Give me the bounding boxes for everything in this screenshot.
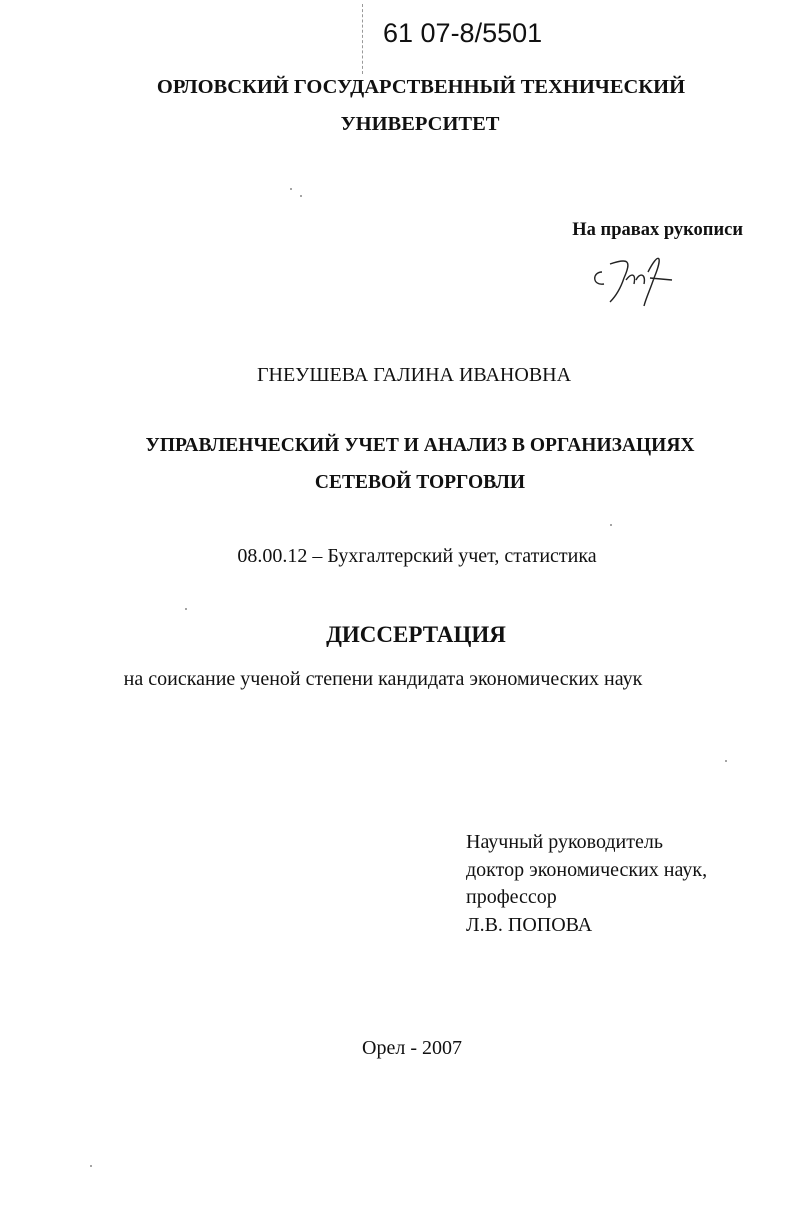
scan-speck [725,760,727,762]
university-name-line2: УНИВЕРСИТЕТ [340,113,500,135]
supervisor-role: Научный руководитель [466,831,663,853]
scan-speck [290,188,292,190]
supervisor-rank: профессор [466,886,557,908]
supervisor-name: Л.В. ПОПОВА [466,914,593,936]
archive-number: 61 07-8/5501 [383,18,543,48]
scan-fold-line [362,4,363,74]
supervisor-degree: доктор экономических наук, [466,859,708,881]
signature-icon [588,250,698,310]
scan-speck [610,524,612,526]
dissertation-title-line2: СЕТЕВОЙ ТОРГОВЛИ [314,472,526,493]
specialty: 08.00.12 – Бухгалтерский учет, статистика [237,545,597,567]
scan-speck [90,1165,92,1167]
university-name-line1: ОРЛОВСКИЙ ГОСУДАРСТВЕННЫЙ ТЕХНИЧЕСКИЙ [156,76,686,98]
author-name: ГНЕУШЕВА ГАЛИНА ИВАНОВНА [256,364,572,386]
scan-speck [185,608,187,610]
place-year: Орел - 2007 [362,1037,462,1059]
degree-sought: на соискание ученой степени кандидата экономических наук [123,668,643,690]
scan-speck [300,195,302,197]
manuscript-note: На правах рукописи [572,220,743,240]
document-type: ДИССЕРТАЦИЯ [326,622,506,647]
dissertation-title-line1: УПРАВЛЕНЧЕСКИЙ УЧЕТ И АНАЛИЗ В ОРГАНИЗАЦИЯХ [145,435,695,456]
